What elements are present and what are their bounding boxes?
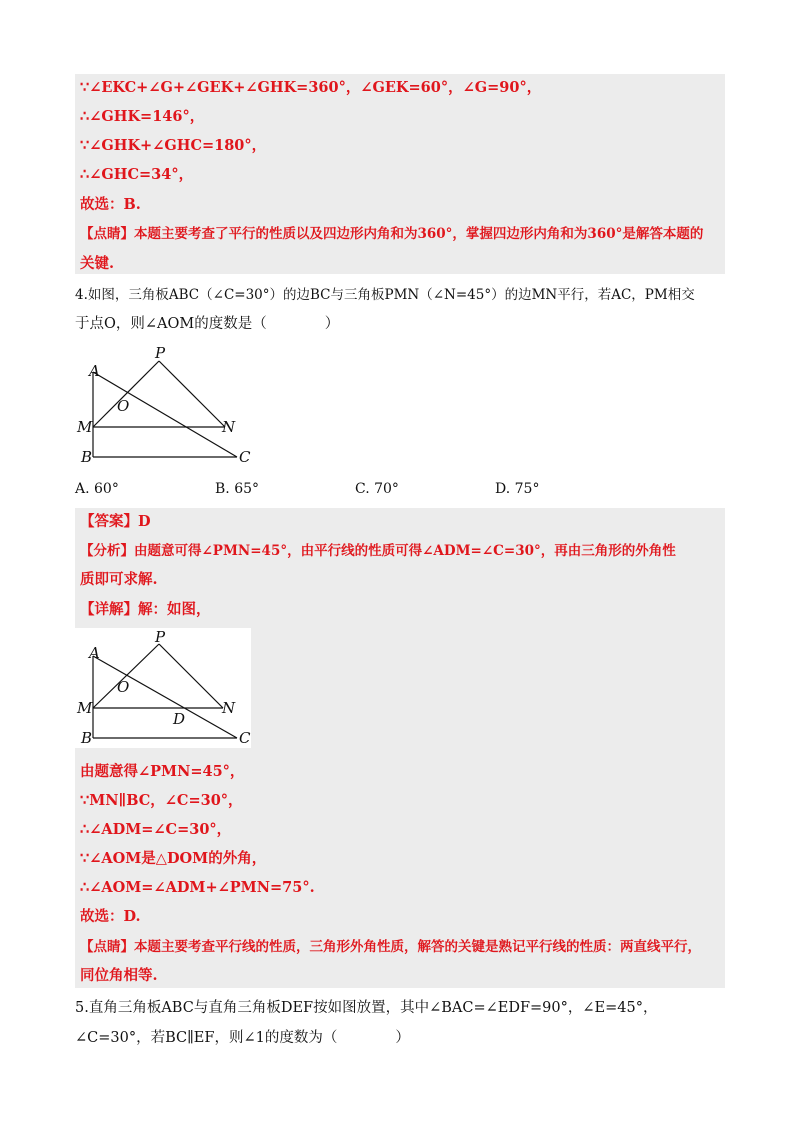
q4-line-2: 于点O，则∠AOM的度数是（ ） (75, 316, 340, 332)
analysis-line-2: 质即可求解. (80, 571, 158, 588)
top-line-4: ∴∠GHC=34°， (80, 166, 194, 183)
fig1-label-m: M (77, 418, 93, 436)
q5-line-1: 5.直角三角板ABC与直角三角板DEF按如图放置，其中∠BAC=∠EDF=90°，∠E=45°， (75, 1000, 658, 1016)
fig2-label-n: N (222, 699, 236, 717)
fig2-label-d: D (173, 710, 186, 728)
fig1-label-n: N (222, 418, 236, 436)
top-line-1: ∵∠EKC+∠G+∠GEK+∠GHK=360°，∠GEK=60°，∠G=90°， (80, 79, 542, 96)
solution-line-6: 故选：D. (80, 908, 141, 925)
figure-2 (75, 628, 251, 748)
solution-line-3: ∴∠ADM=∠C=30°， (80, 821, 232, 838)
solution-line-2: ∵MN∥BC，∠C=30°， (80, 792, 243, 809)
solution-line-1: 由题意得∠PMN=45°， (80, 763, 245, 780)
q5-line-2: ∠C=30°，若BC∥EF，则∠1的度数为（ ） (75, 1030, 410, 1046)
solution-line-4: ∵∠AOM是△DOM的外角， (80, 850, 267, 867)
fig2-label-b: B (81, 729, 93, 747)
fig2-label-a: A (89, 644, 100, 662)
solution-line-5: ∴∠AOM=∠ADM+∠PMN=75°. (80, 879, 315, 896)
answer-line: 【答案】D (80, 513, 151, 530)
fig1-label-p: P (155, 344, 166, 362)
option-b: B. 65° (215, 481, 260, 497)
top-line-3: ∵∠GHK+∠GHC=180°， (80, 137, 267, 154)
fig1-label-a: A (89, 362, 100, 380)
q4-line-1: 4.如图，三角板ABC（∠C=30°）的边BC与三角板PMN（∠N=45°）的边MN平行，若AC，PM相交 (75, 287, 695, 303)
option-c: C. 70° (355, 481, 399, 497)
option-a: A. 60° (75, 481, 119, 497)
top-line-5: 故选：B. (80, 196, 141, 213)
solution-box-q4 (75, 508, 725, 988)
fig1-label-c: C (239, 448, 251, 466)
fig2-label-p: P (155, 628, 166, 646)
fig1-label-o: O (117, 397, 130, 415)
fig1-label-b: B (81, 448, 93, 466)
fig2-label-o: O (117, 678, 130, 696)
analysis-line-1: 【分析】由题意可得∠PMN=45°，由平行线的性质可得∠ADM=∠C=30°，再由三角形的外角性 (80, 543, 676, 559)
comment-line-2: 同位角相等. (80, 967, 158, 984)
fig2-label-c: C (239, 729, 251, 747)
comment-line-1: 【点睛】本题主要考查平行线的性质，三角形外角性质，解答的关键是熟记平行线的性质：两直线平行， (80, 939, 701, 955)
top-line-6: 【点睛】本题主要考查了平行的性质以及四边形内角和为360°，掌握四边形内角和为360°是解答本题的 (80, 226, 704, 242)
detail-line: 【详解】解：如图， (80, 601, 211, 618)
top-line-7: 关键. (80, 255, 115, 272)
option-d: D. 75° (495, 481, 540, 497)
top-line-2: ∴∠GHK=146°， (80, 108, 205, 125)
fig2-label-m: M (77, 699, 93, 717)
figure-1 (75, 340, 265, 470)
